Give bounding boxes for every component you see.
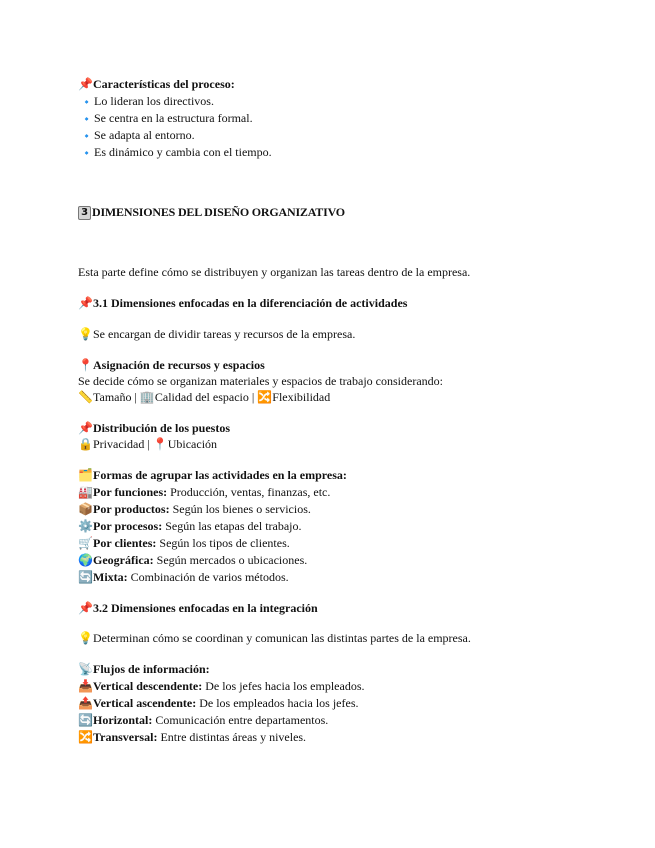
pin-icon: 📌 [78, 296, 93, 310]
pin-icon: 📌 [78, 421, 93, 435]
list-item: 🔀Transversal: Entre distintas áreas y niveles. [78, 730, 307, 744]
subsection-title-3-1: 📌3.1 Dimensiones enfocadas en la diferenciación de actividades [78, 296, 408, 310]
shuffle-icon: 🔀 [257, 390, 273, 404]
satellite-antenna-icon: 📡 [78, 662, 93, 676]
list-item: 📥Vertical descendente: De los jefes hacia los empleados. [78, 679, 365, 693]
pin-icon: 📌 [78, 77, 93, 91]
location-pin-icon: 📍 [78, 358, 93, 372]
asignacion-heading: 📍Asignación de recursos y espacios [78, 358, 265, 372]
package-icon: 📦 [78, 502, 93, 516]
lock-icon: 🔒 [78, 437, 93, 451]
list-item: 📤Vertical ascendente: De los empleados hacia los jefes. [78, 696, 359, 710]
inbox-tray-icon: 📥 [78, 679, 93, 693]
diamond-bullet-icon: 🔹 [81, 131, 93, 141]
tip-3-2: 💡Determinan cómo se coordinan y comunican las distintas partes de la empresa. [78, 631, 471, 645]
list-item: 🔹 Se centra en la estructura formal. [78, 110, 253, 127]
shopping-cart-icon: 🛒 [78, 536, 93, 550]
list-item: 🔹 Se adapta al entorno. [78, 127, 195, 144]
list-item: 🔹 Es dinámico y cambia con el tiempo. [78, 144, 272, 161]
location-pin-icon: 📍 [152, 437, 168, 451]
asignacion-text: Se decide cómo se organizan materiales y espacios de trabajo considerando: [78, 374, 443, 388]
list-item: 🛒Por clientes: Según los tipos de clientes. [78, 536, 290, 550]
globe-icon: 🌍 [78, 553, 93, 567]
office-building-icon: 🏢 [139, 390, 155, 404]
section-title: 3 DIMENSIONES DEL DISEÑO ORGANIZATIVO [78, 204, 345, 220]
list-item: 🏭Por funciones: Producción, ventas, finanzas, etc. [78, 485, 331, 499]
lightbulb-icon: 💡 [78, 327, 93, 341]
list-item: ⚙️Por procesos: Según las etapas del trabajo. [78, 519, 302, 533]
list-item: 🔄Horizontal: Comunicación entre departamentos. [78, 713, 329, 727]
distribucion-heading: 📌Distribución de los puestos [78, 421, 231, 435]
list-item: 🔹 Lo lideran los directivos. [78, 93, 214, 110]
distribucion-factors: 🔒Privacidad | 📍Ubicación [78, 437, 218, 451]
list-item: 📦Por productos: Según los bienes o servicios. [78, 502, 311, 516]
diamond-bullet-icon: 🔹 [81, 114, 93, 124]
formas-heading: 🗂️Formas de agrupar las actividades en la empresa: [78, 468, 347, 482]
folder-dividers-icon: 🗂️ [78, 468, 93, 482]
diamond-bullet-icon: 🔹 [81, 148, 93, 158]
keycap-three-icon: 3 [78, 206, 91, 220]
factory-icon: 🏭 [78, 485, 93, 499]
tip-3-1: 💡Se encargan de dividir tareas y recursos de la empresa. [78, 327, 356, 341]
outbox-tray-icon: 📤 [78, 696, 93, 710]
diamond-bullet-icon: 🔹 [81, 97, 93, 107]
proceso-heading: 📌Características del proceso: [78, 77, 235, 91]
ruler-icon: 📏 [78, 390, 93, 404]
gear-icon: ⚙️ [78, 519, 93, 533]
list-item: 🌍Geográfica: Según mercados o ubicaciones. [78, 553, 308, 567]
cycle-arrows-icon: 🔄 [78, 713, 93, 727]
flujos-heading: 📡Flujos de información: [78, 662, 210, 676]
lightbulb-icon: 💡 [78, 631, 93, 645]
list-item: 🔄Mixta: Combinación de varios métodos. [78, 570, 289, 584]
shuffle-icon: 🔀 [78, 730, 93, 744]
pin-icon: 📌 [78, 601, 93, 615]
section-intro: Esta parte define cómo se distribuyen y organizan las tareas dentro de la empresa. [78, 265, 471, 279]
asignacion-factors: 📏Tamaño | 🏢Calidad del espacio | 🔀Flexibilidad [78, 390, 331, 404]
cycle-arrows-icon: 🔄 [78, 570, 93, 584]
subsection-title-3-2: 📌3.2 Dimensiones enfocadas en la integración [78, 601, 318, 615]
